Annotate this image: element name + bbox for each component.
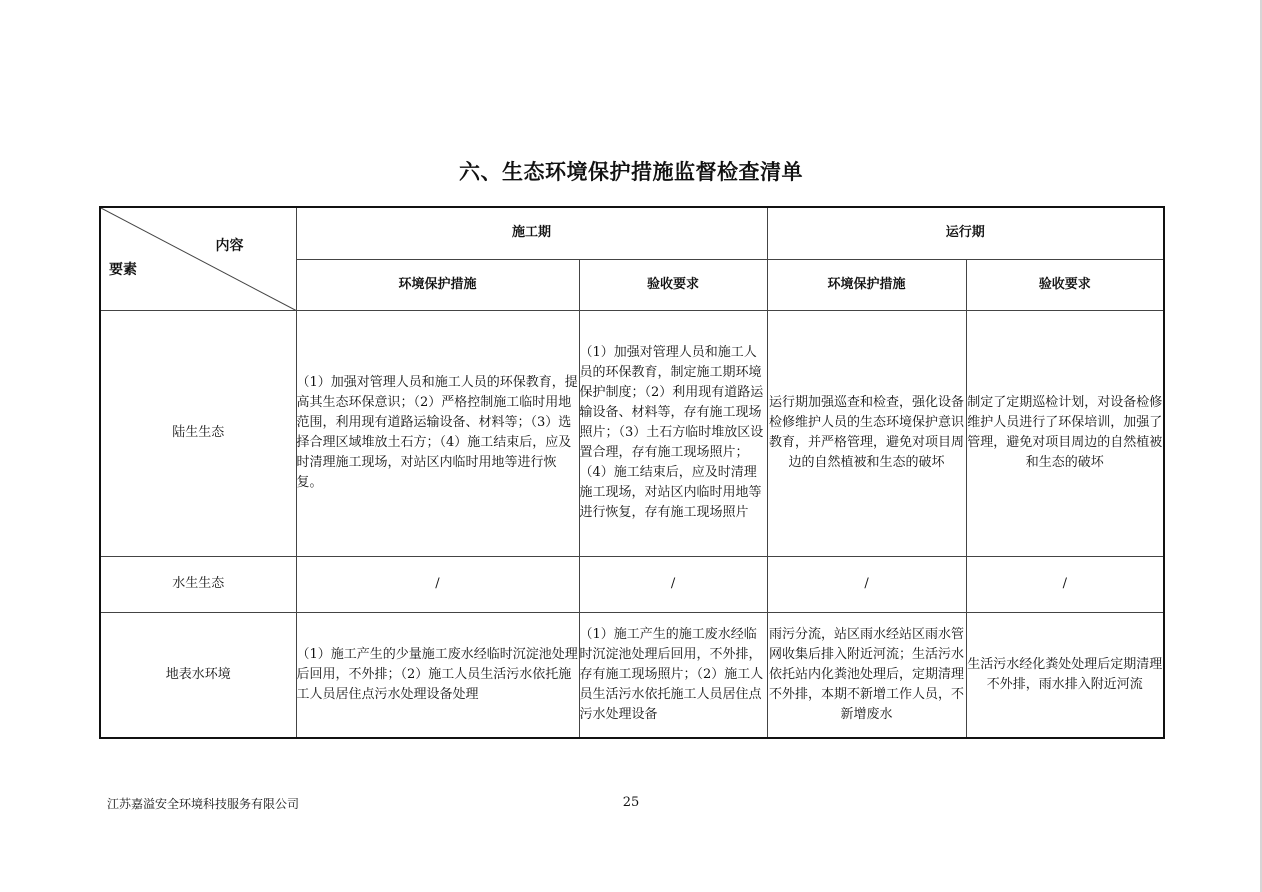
page-number: 25 — [622, 795, 640, 810]
operation-measure-cell: 运行期加强巡查和检查，强化设备检修维护人员的生态环境保护意识教育，并严格管理，避免对项目周边的自然植被和生态的破坏 — [767, 310, 966, 556]
construction-measure-cell: （1）加强对管理人员和施工人员的环保教育，提高其生态环保意识；（2）严格控制施工临时用地范围，利用现有道路运输设备、材料等；（3）选择合理区域堆放土石方；（4）施工结束后，应及时清理施工现场，对站区内临时用地等进行恢复。 — [296, 310, 579, 556]
table-row — [100, 612, 1164, 738]
construction-acceptance-cell: （1）加强对管理人员和施工人员的环保教育，制定施工期环境保护制度；（2）利用现有道路运输设备、材料等，存有施工现场照片；（3）土石方临时堆放区设置合理，存有施工现场照片；（4）施工结束后，应及时清理施工现场，对站区内临时用地等进行恢复，存有施工现场照片 — [579, 310, 767, 556]
corner-element-label: 要素 — [109, 262, 137, 278]
header-row-periods — [100, 207, 1164, 259]
construction-measure-cell: / — [296, 556, 579, 612]
operation-acceptance-cell: / — [966, 556, 1164, 612]
corner-content-label: 内容 — [215, 238, 244, 254]
operation-acceptance-cell: 生活污水经化粪处处理后定期清理不外排，雨水排入附近河流 — [966, 612, 1164, 738]
table-row — [100, 310, 1164, 556]
element-cell: 水生生态 — [100, 556, 296, 612]
construction-measure-cell: （1）施工产生的少量施工废水经临时沉淀池处理后回用，不外排；（2）施工人员生活污水依托施工人员居住点污水处理设备处理 — [296, 612, 579, 738]
inspection-table — [99, 206, 1165, 739]
operation-measure-cell: / — [767, 556, 966, 612]
construction-acceptance-cell: / — [579, 556, 767, 612]
construction-acceptance-cell: （1）施工产生的施工废水经临时沉淀池处理后回用，不外排，存有施工现场照片；（2）施工人员生活污水依托施工人员居住点污水处理设备 — [579, 612, 767, 738]
element-cell: 地表水环境 — [100, 612, 296, 738]
construction-acceptance-header: 验收要求 — [579, 259, 767, 310]
operation-acceptance-cell: 制定了定期巡检计划，对设备检修维护人员进行了环保培训，加强了管理，避免对项目周边的自然植被和生态的破坏 — [966, 310, 1164, 556]
construction-measures-header: 环境保护措施 — [296, 259, 579, 310]
construction-period-header: 施工期 — [296, 207, 767, 259]
operation-measure-cell: 雨污分流，站区雨水经站区雨水管网收集后排入附近河流；生活污水依托站内化粪池处理后，定期清理不外排，本期不新增工作人员，不新增废水 — [767, 612, 966, 738]
page-title: 六、生态环境保护措施监督检查清单 — [459, 160, 803, 184]
operation-measures-header: 环境保护措施 — [767, 259, 966, 310]
operation-period-header: 运行期 — [767, 207, 1164, 259]
element-cell: 陆生生态 — [100, 310, 296, 556]
corner-header — [100, 207, 296, 310]
operation-acceptance-header: 验收要求 — [966, 259, 1164, 310]
table-row — [100, 556, 1164, 612]
footer-company: 江苏嘉溢安全环境科技服务有限公司 — [107, 797, 300, 811]
